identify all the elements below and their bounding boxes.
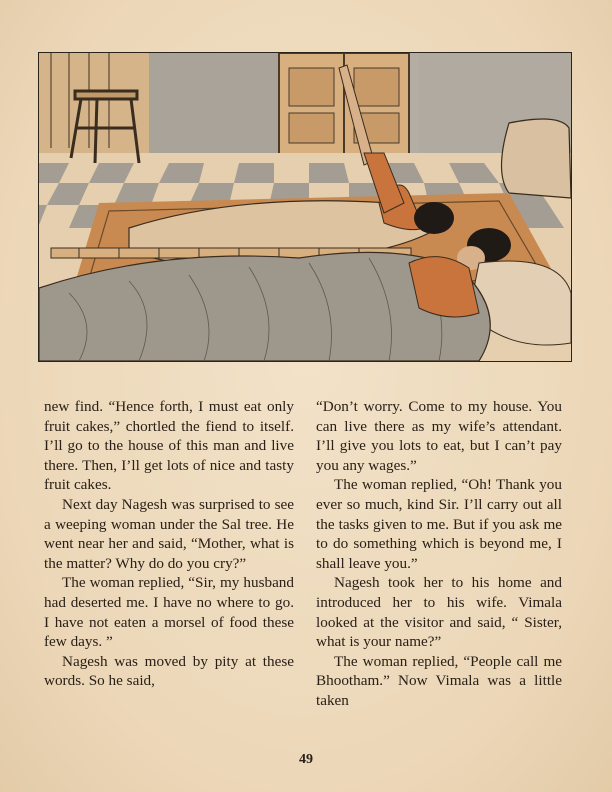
bedroom-scene-image <box>39 53 571 361</box>
story-illustration <box>38 52 572 362</box>
paragraph: Nagesh took her to his home and introduced her to his wife. Vimala looked at the visitor and said, “ Sister, what is your name?” <box>316 574 562 651</box>
paragraph: The woman replied, “Oh! Thank you ever so much, kind Sir. I’ll carry out all the tasks given to me. But if you ask me to do something which is beyond me, I shall leave you.” <box>316 476 562 572</box>
paragraph: Next day Nagesh was surprised to see a weeping woman under the Sal tree. He went near her and said, “Mother, what is the matter? Why do do you cry?” <box>44 495 294 572</box>
right-text-column <box>316 397 562 711</box>
left-text-column <box>44 397 294 691</box>
paragraph: The woman replied, “People call me Bhootham.” Now Vimala was a little taken <box>316 652 562 709</box>
paragraph: “Don’t worry. Come to my house. You can live there as my wife’s attendant. I’ll give you lots to eat, but I can’t pay you any wages.” <box>316 398 562 474</box>
page-number: 49 <box>299 752 313 767</box>
paragraph: The woman replied, “Sir, my husband had deserted me. I have no where to go. I have not eaten a morsel of food these few days. ” <box>44 574 294 651</box>
paragraph: new find. “Hence forth, I must eat only fruit cakes,” chortled the fiend to itself. I’ll go to the house of this man and live there. Then, I’ll get lots of nice and tasty fruit cakes. <box>44 398 294 494</box>
paragraph: Nagesh was moved by pity at these words. So he said, <box>44 652 294 690</box>
